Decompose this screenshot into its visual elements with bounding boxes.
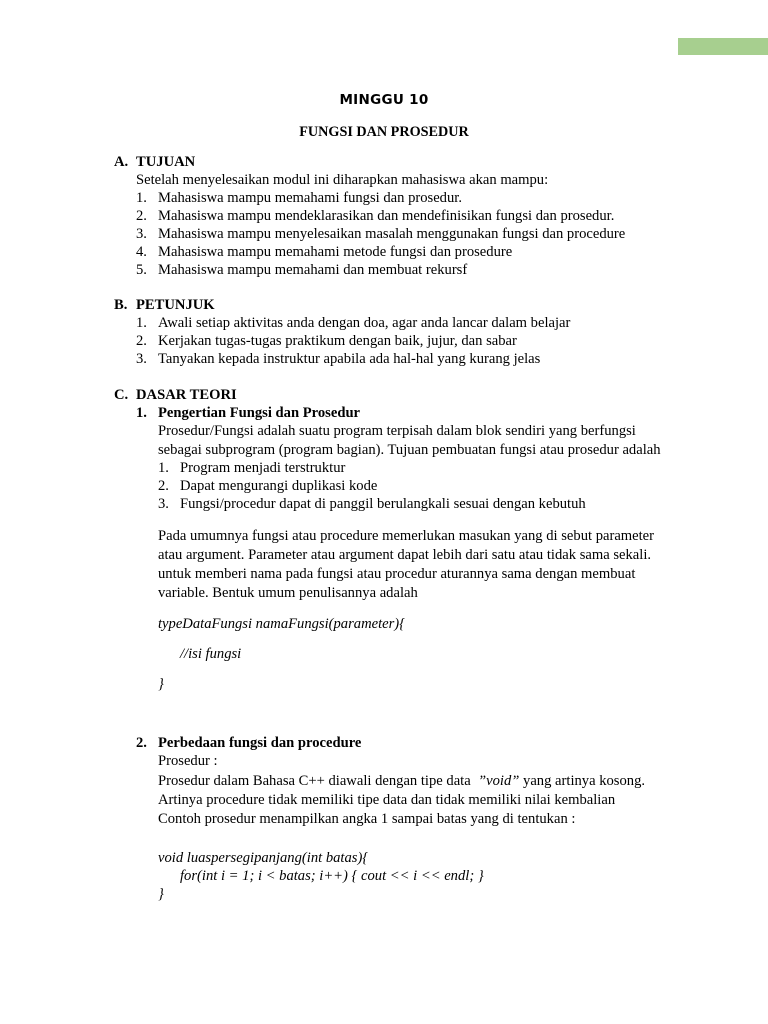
- list-item: 3. Fungsi/procedur dapat di panggil berulangkali sesuai dengan kebutuh: [158, 496, 586, 512]
- subsection-2-heading: 2. Perbedaan fungsi dan procedure: [136, 735, 362, 751]
- section-petunjuk-heading: [114, 296, 215, 314]
- list-item: 2. Kerjakan tugas-tugas praktikum dengan baik, jujur, dan sabar: [136, 333, 517, 349]
- code-line: }: [158, 886, 164, 902]
- section-tujuan-heading: [114, 153, 195, 171]
- list-item: 2. Mahasiswa mampu mendeklarasikan dan mendefinisikan fungsi dan prosedur.: [136, 208, 615, 224]
- paragraph-line: Prosedur/Fungsi adalah suatu program terpisah dalam blok sendiri yang berfungsi: [158, 423, 636, 439]
- section-dasar-teori-heading: [114, 386, 237, 404]
- section-title: TUJUAN: [136, 154, 196, 170]
- prosedur-label: Prosedur :: [158, 753, 218, 769]
- list-item: 2. Dapat mengurangi duplikasi kode: [158, 478, 378, 494]
- code-line: for(int i = 1; i < batas; i++) { cout << i << endl; }: [180, 868, 484, 884]
- section-letter: A.: [114, 154, 129, 170]
- list-item: 1. Mahasiswa mampu memahami fungsi dan prosedur.: [136, 190, 462, 206]
- list-item: 4. Mahasiswa mampu memahami metode fungsi dan prosedure: [136, 244, 513, 260]
- code-line: typeDataFungsi namaFungsi(parameter){: [158, 616, 406, 632]
- week-label: MINGGU 10: [339, 92, 429, 108]
- page-title: FUNGSI DAN PROSEDUR: [299, 124, 469, 140]
- paragraph-line: Pada umumnya fungsi atau procedure memerlukan masukan yang di sebut parameter: [158, 528, 655, 544]
- paragraph-line: variable. Bentuk umum penulisannya adalah: [158, 585, 418, 601]
- section-letter: C.: [114, 387, 129, 403]
- paragraph-line: untuk memberi nama pada fungsi atau procedur aturannya sama dengan membuat: [158, 566, 636, 582]
- list-item: 1. Program menjadi terstruktur: [158, 460, 346, 476]
- paragraph-line: Prosedur dalam Bahasa C++ diawali dengan tipe data ”void” yang artinya kosong.: [158, 773, 646, 789]
- list-item: 1. Awali setiap aktivitas anda dengan doa, agar anda lancar dalam belajar: [136, 315, 571, 331]
- code-line: void luaspersegipanjang(int batas){: [158, 850, 369, 866]
- list-item: 3. Tanyakan kepada instruktur apabila ada hal-hal yang kurang jelas: [136, 351, 541, 367]
- tujuan-intro: Setelah menyelesaikan modul ini diharapkan mahasiswa akan mampu:: [136, 172, 549, 188]
- subsection-1-heading: 1. Pengertian Fungsi dan Prosedur: [136, 405, 361, 421]
- list-item: 3. Mahasiswa mampu menyelesaikan masalah menggunakan fungsi dan procedure: [136, 226, 626, 242]
- header-accent-bar: [678, 38, 768, 55]
- paragraph-line: Artinya procedure tidak memiliki tipe data dan tidak memiliki nilai kembalian: [158, 792, 616, 808]
- paragraph-line: sebagai subprogram (program bagian). Tujuan pembuatan fungsi atau prosedur adalah: [158, 442, 661, 458]
- list-item: 5. Mahasiswa mampu memahami dan membuat rekursf: [136, 262, 468, 278]
- code-line: //isi fungsi: [180, 646, 242, 662]
- paragraph-line: atau argument. Parameter atau argument dapat lebih dari satu atau tidak sama sekali.: [158, 547, 652, 563]
- section-title: PETUNJUK: [136, 297, 215, 313]
- section-title: DASAR TEORI: [136, 387, 237, 403]
- void-keyword: ”void”: [478, 773, 520, 789]
- paragraph-line: Contoh prosedur menampilkan angka 1 sampai batas yang di tentukan :: [158, 811, 576, 827]
- section-letter: B.: [114, 297, 128, 313]
- code-line: }: [158, 676, 164, 692]
